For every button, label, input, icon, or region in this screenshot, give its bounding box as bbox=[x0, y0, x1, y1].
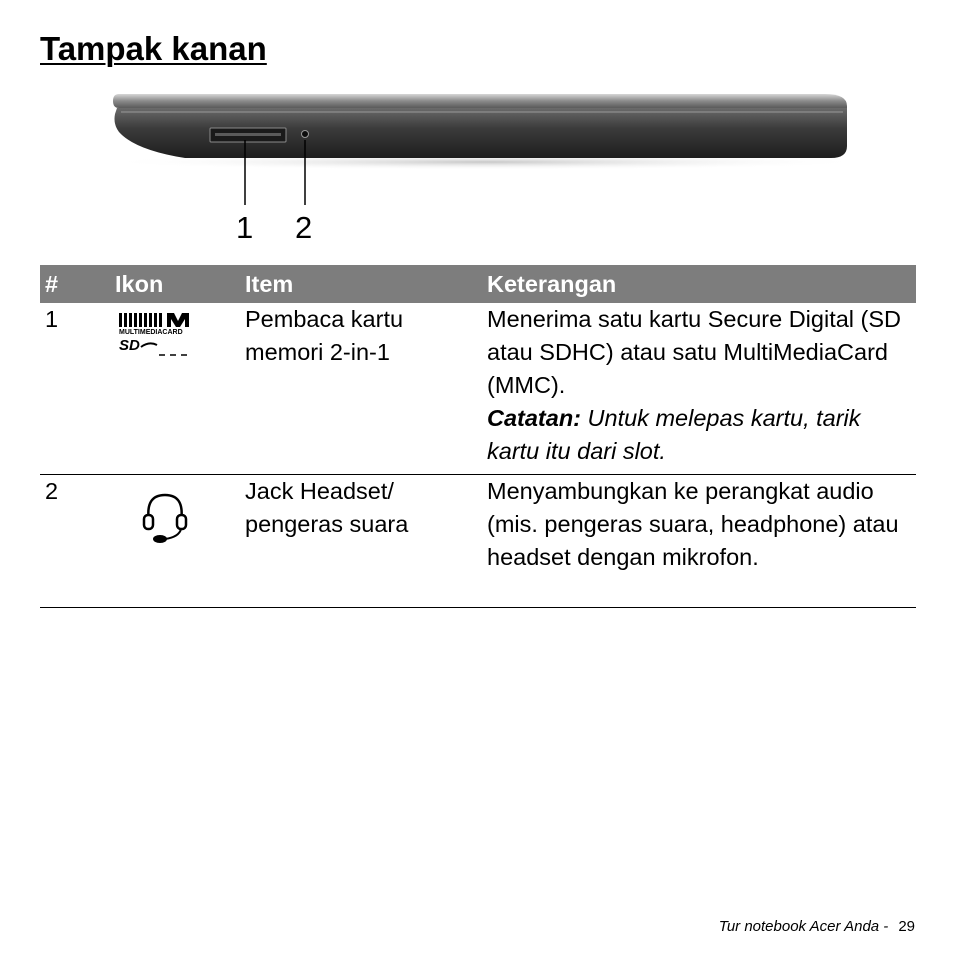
table-row bbox=[40, 303, 916, 475]
page-number: 29 bbox=[898, 918, 915, 935]
table-row bbox=[40, 475, 916, 608]
callout-number-1: 1 bbox=[236, 210, 254, 245]
note-text: Untuk melepas kartu, tarik kartu itu dari slot. bbox=[487, 405, 861, 464]
header-icon: Ikon bbox=[109, 265, 239, 303]
ports-table bbox=[40, 265, 916, 608]
footer-text: Tur notebook Acer Anda - bbox=[718, 918, 889, 935]
header-item: Item bbox=[239, 265, 481, 303]
table-header-row bbox=[40, 265, 916, 303]
row-number: 2 bbox=[40, 475, 109, 608]
header-description: Keterangan bbox=[481, 265, 916, 303]
page-footer bbox=[719, 918, 915, 935]
page-title: Tampak kanan bbox=[40, 30, 267, 67]
row-description bbox=[481, 303, 916, 475]
row-item: Jack Headset/ pengeras suara bbox=[239, 475, 481, 608]
multimediacard-sd-icon bbox=[115, 309, 193, 357]
headset-icon bbox=[135, 487, 195, 545]
header-num: # bbox=[40, 265, 109, 303]
svg-text:SD: SD bbox=[119, 337, 140, 354]
mmc-icon-label: MULTIMEDIACARD bbox=[119, 329, 183, 336]
laptop-right-side-illustration bbox=[95, 88, 875, 208]
note bbox=[487, 402, 910, 468]
row-number: 1 bbox=[40, 303, 109, 475]
callout-number-2: 2 bbox=[295, 210, 313, 245]
row-item: Pembaca kartu memori 2-in-1 bbox=[239, 303, 481, 475]
note-label: Catatan: bbox=[487, 405, 582, 431]
description-text: Menerima satu kartu Secure Digital (SD atau SDHC) atau satu MultiMediaCard (MMC). bbox=[487, 306, 902, 398]
row-description: Menyambungkan ke perangkat audio (mis. pengeras suara, headphone) atau headset dengan mikrofon. bbox=[481, 475, 916, 608]
